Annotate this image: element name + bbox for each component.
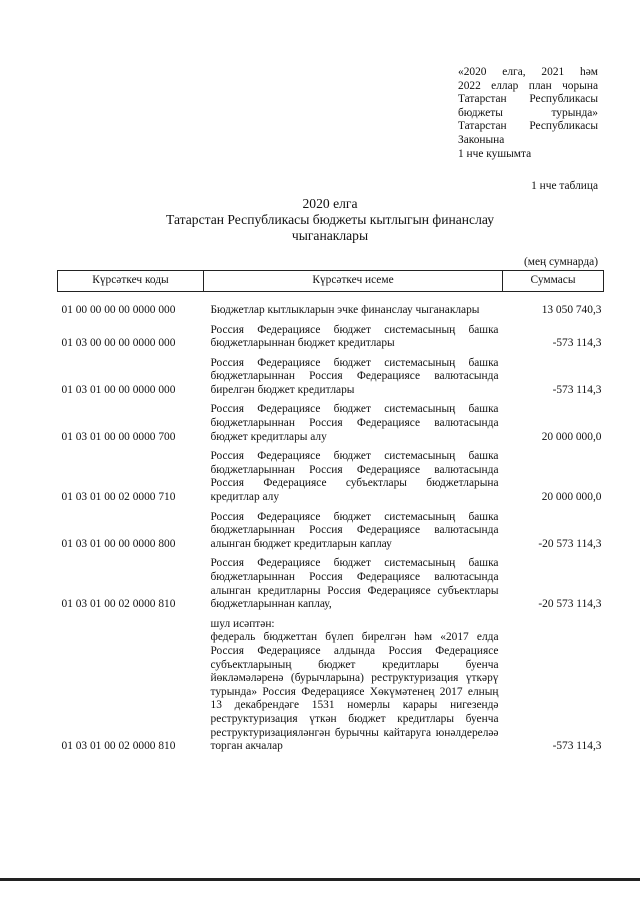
row-code: 01 00 00 00 00 0000 000 bbox=[61, 303, 176, 316]
row-sum: 20 000 000,0 bbox=[541, 430, 602, 443]
row-sum: -20 573 114,3 bbox=[538, 598, 602, 611]
header-name: Күрсәткеч исеме bbox=[204, 271, 503, 292]
row-code: 01 03 01 00 00 0000 800 bbox=[61, 537, 176, 550]
annex-line: бюджеты турында» bbox=[458, 106, 598, 119]
annex-line: Законына bbox=[458, 133, 505, 146]
table-row bbox=[58, 353, 604, 400]
table-row bbox=[58, 320, 604, 353]
row-name: Россия Федерациясе бюджет системасының башка бюджетларыннан Россия Федерациясе валютасында бирелгән бюджет кредитлары bbox=[210, 356, 499, 396]
row-name: Россия Федерациясе бюджет системасының башка бюджетларыннан Россия Федерациясе валютасында алынган кредитларны Россия Федерациясе субъектлары бюджетларыннан каплау, bbox=[210, 557, 499, 611]
row-code: 01 03 00 00 00 0000 000 bbox=[61, 337, 176, 350]
row-sum: -573 114,3 bbox=[552, 383, 602, 396]
header-code: Күрсәткеч коды bbox=[58, 271, 204, 292]
row-name: Россия Федерациясе бюджет системасының башка бюджетларыннан бюджет кредитлары bbox=[210, 323, 499, 350]
title-line: Татарстан Республикасы бюджеты кытлыгын финанслау bbox=[165, 212, 495, 227]
document-title bbox=[150, 196, 510, 244]
financing-table bbox=[57, 270, 604, 756]
title-line: чыганаклары bbox=[291, 228, 369, 243]
table-header-row bbox=[58, 271, 604, 292]
table-row bbox=[58, 446, 604, 506]
row-name-cell bbox=[204, 614, 503, 756]
table-row bbox=[58, 507, 604, 554]
title-year: 2020 елга bbox=[302, 196, 358, 211]
row-sum: 20 000 000,0 bbox=[541, 491, 602, 504]
row-sum: 13 050 740,3 bbox=[541, 303, 602, 316]
row-name: Россия Федерациясе бюджет системасының башка бюджетларыннан Россия Федерациясе валютасында бюджет кредитлары алу bbox=[210, 403, 499, 443]
annex-line: 1 нче кушымта bbox=[458, 147, 532, 160]
table-number: 1 нче таблица bbox=[531, 180, 598, 192]
annex-line: Татарстан Республикасы bbox=[458, 93, 598, 106]
table-row bbox=[58, 614, 604, 756]
row-code: 01 03 01 00 02 0000 710 bbox=[61, 491, 176, 504]
row-sum: -573 114,3 bbox=[552, 740, 602, 753]
row-name: федераль бюджеттан бүлеп бирелгән һәм «2017 елда Россия Федерациясе алдында Россия Федерациясе субъектларының бюджет кредитлары буенча йөкләмәләренә (бурычларына) реструктуризация үткәрү турында» Россия Федерациясе Хөкүмәтенең 2017 елның 13 декабрендәге 1531 номерлы карары нигезендә реструктуризация үткән бюджет кредитлары буенча реструктуризацияләнгән бурычны кайтаруга юнәлдереләә торган акчалар bbox=[210, 631, 499, 753]
annex-line: Татарстан Республикасы bbox=[458, 120, 598, 133]
row-name: Россия Федерациясе бюджет системасының башка бюджетларыннан Россия Федерациясе валютасында алынган бюджет кредитларын каплау bbox=[210, 510, 499, 550]
table-row bbox=[58, 553, 604, 613]
units-note: (мең сумнарда) bbox=[524, 256, 598, 268]
row-sum: -20 573 114,3 bbox=[538, 537, 602, 550]
annex-line: «2020 елга, 2021 һәм bbox=[458, 66, 598, 78]
row-name: Бюджетлар кытлыкларын эчке финанслау чыганаклары bbox=[210, 303, 480, 316]
row-code: 01 03 01 00 00 0000 000 bbox=[61, 383, 176, 396]
row-name-prefix: шул исәптән: bbox=[210, 617, 275, 630]
row-code: 01 03 01 00 02 0000 810 bbox=[61, 740, 176, 753]
annex-reference bbox=[458, 66, 598, 161]
header-sum: Суммасы bbox=[503, 271, 604, 292]
annex-line: 2022 еллар план чорына bbox=[458, 79, 598, 92]
table-row bbox=[58, 292, 604, 320]
row-code: 01 03 01 00 02 0000 810 bbox=[61, 598, 176, 611]
row-sum: -573 114,3 bbox=[552, 337, 602, 350]
row-name: Россия Федерациясе бюджет системасының башка бюджетларыннан Россия Федерациясе валютасында Россия Федерациясе субъектлары бюджетларына кредитлар алу bbox=[210, 450, 499, 504]
table-row bbox=[58, 399, 604, 446]
page-bottom-rule bbox=[0, 878, 640, 881]
row-code: 01 03 01 00 00 0000 700 bbox=[61, 430, 176, 443]
